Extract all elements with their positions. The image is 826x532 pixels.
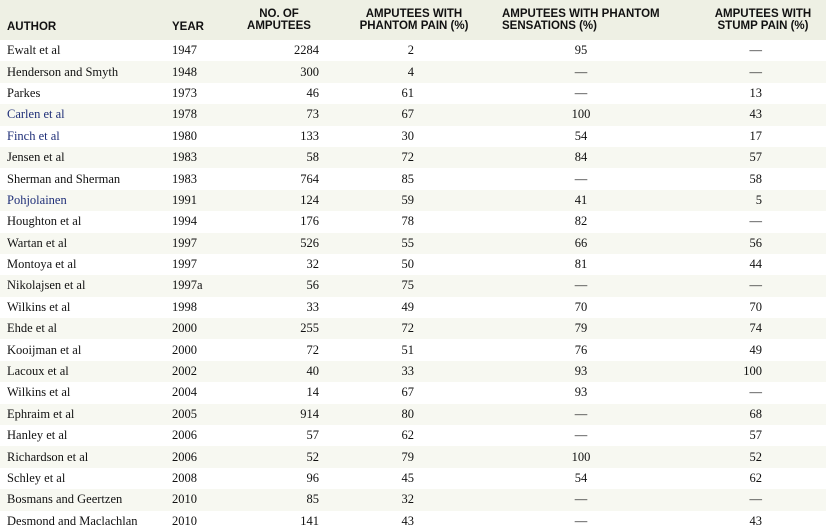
cell-year: 2002: [172, 364, 197, 379]
cell-phantom-sensations: 79: [574, 321, 588, 336]
cell-stump-pain: 74: [749, 321, 762, 336]
cell-phantom-pain: 80: [401, 406, 414, 421]
cell-author: Henderson and Smyth: [7, 64, 119, 79]
table-row: [0, 489, 826, 510]
cell-author: Ephraim et al: [7, 406, 75, 421]
table-row: [0, 211, 826, 232]
author-link[interactable]: Finch et al: [7, 128, 60, 143]
header-amputees-line1: NO. OF: [259, 8, 299, 20]
cell-amputees: 72: [306, 342, 319, 357]
header-author: AUTHOR: [7, 21, 57, 33]
cell-amputees: 73: [306, 107, 319, 122]
cell-stump-pain: 49: [749, 342, 762, 357]
cell-stump-pain: 68: [749, 406, 762, 421]
cell-author: Jensen et al: [7, 150, 65, 165]
cell-amputees: 40: [306, 364, 319, 379]
header-phantom-pain-line2: PHANTOM PAIN (%): [359, 20, 469, 32]
cell-phantom-pain: 30: [401, 128, 414, 143]
header-stump-pain: [700, 0, 826, 40]
cell-author: Lacoux et al: [7, 364, 69, 379]
cell-phantom-pain: 75: [401, 278, 414, 293]
table-row: [0, 382, 826, 403]
cell-phantom-sensations: —: [574, 406, 588, 421]
table-row: [0, 404, 826, 425]
cell-year: 2010: [172, 513, 197, 528]
cell-year: 1997: [172, 257, 197, 272]
cell-author: Nikolajsen et al: [7, 278, 86, 293]
cell-phantom-pain: 67: [401, 107, 414, 122]
table-row: [0, 339, 826, 360]
cell-stump-pain: 5: [755, 192, 762, 207]
cell-author: Richardson et al: [7, 449, 89, 464]
cell-author: Ewalt et al: [7, 43, 61, 58]
cell-phantom-pain: 50: [401, 257, 414, 272]
cell-amputees: 764: [300, 171, 319, 186]
cell-stump-pain: —: [749, 385, 762, 400]
table-header-row: [0, 0, 826, 40]
cell-amputees: 300: [300, 64, 319, 79]
cell-phantom-sensations: —: [574, 428, 588, 443]
cell-phantom-pain: 78: [401, 214, 414, 229]
cell-phantom-sensations: —: [574, 492, 588, 507]
cell-stump-pain: —: [749, 214, 762, 229]
cell-amputees: 526: [300, 235, 319, 250]
cell-stump-pain: 100: [743, 364, 762, 379]
header-phantom-sensations-line2: SENSATIONS (%): [502, 20, 597, 32]
cell-phantom-sensations: 54: [574, 471, 588, 485]
cell-stump-pain: —: [749, 278, 762, 293]
cell-stump-pain: —: [749, 43, 762, 58]
cell-phantom-sensations: —: [574, 64, 588, 79]
cell-phantom-pain: 45: [401, 471, 414, 485]
cell-author: Bosmans and Geertzen: [7, 492, 123, 507]
cell-stump-pain: —: [749, 64, 762, 79]
author-link[interactable]: Carlen et al: [7, 107, 65, 122]
cell-phantom-sensations: 76: [574, 342, 588, 357]
cell-phantom-pain: 72: [401, 150, 414, 165]
cell-amputees: 124: [300, 192, 319, 207]
table-row: [0, 104, 826, 125]
cell-author: Montoya et al: [7, 257, 77, 272]
cell-amputees: 56: [306, 278, 319, 293]
cell-amputees: 58: [306, 150, 319, 165]
cell-amputees: 52: [306, 449, 319, 464]
cell-phantom-sensations: 82: [574, 214, 588, 229]
table-row: [0, 254, 826, 275]
cell-author: Kooijman et al: [7, 342, 82, 357]
cell-year: 1983: [172, 171, 197, 186]
table-row: [0, 147, 826, 168]
cell-phantom-pain: 62: [401, 428, 414, 443]
cell-year: 1991: [172, 192, 197, 207]
cell-amputees: 32: [306, 257, 319, 272]
cell-phantom-sensations: —: [574, 513, 588, 528]
cell-year: 1997: [172, 235, 197, 250]
table-row: [0, 61, 826, 82]
header-amputees-line2: AMPUTEES: [247, 20, 311, 32]
cell-year: 2006: [172, 449, 197, 464]
author-link[interactable]: Pohjolainen: [7, 192, 67, 207]
cell-phantom-sensations: 66: [574, 235, 588, 250]
cell-phantom-pain: 59: [401, 192, 414, 207]
table-row: [0, 446, 826, 467]
cell-phantom-pain: 55: [401, 235, 414, 250]
header-phantom-pain: [326, 0, 502, 40]
cell-amputees: 57: [306, 428, 319, 443]
cell-phantom-pain: 72: [401, 321, 414, 336]
table-row: [0, 40, 826, 61]
cell-amputees: 255: [300, 321, 319, 336]
cell-phantom-sensations: —: [574, 85, 588, 100]
cell-stump-pain: 70: [749, 299, 762, 314]
cell-author: Desmond and Maclachlan: [7, 513, 138, 528]
table-row: [0, 425, 826, 446]
table-row: [0, 275, 826, 296]
cell-phantom-sensations: —: [574, 171, 588, 186]
cell-author: Wilkins et al: [7, 385, 71, 400]
cell-year: 1994: [172, 214, 197, 229]
cell-author: Hanley et al: [7, 428, 68, 443]
cell-year: 2000: [172, 342, 197, 357]
cell-stump-pain: 56: [749, 235, 762, 250]
cell-stump-pain: 57: [749, 428, 762, 443]
header-stump-pain-line1: AMPUTEES WITH: [714, 8, 812, 20]
table-row: [0, 297, 826, 318]
cell-phantom-sensations: 84: [574, 150, 588, 165]
cell-year: 1973: [172, 85, 197, 100]
header-phantom-pain-line1: AMPUTEES WITH: [365, 8, 463, 20]
cell-amputees: 2284: [294, 43, 319, 58]
cell-amputees: 133: [300, 128, 319, 143]
cell-phantom-sensations: 70: [574, 299, 588, 314]
cell-amputees: 176: [300, 214, 319, 229]
cell-stump-pain: 13: [749, 85, 762, 100]
cell-year: 2008: [172, 471, 197, 485]
cell-author: Houghton et al: [7, 214, 82, 229]
cell-stump-pain: 57: [749, 150, 762, 165]
table-row: [0, 126, 826, 147]
cell-year: 1980: [172, 128, 197, 143]
cell-phantom-sensations: 93: [574, 364, 588, 379]
cell-year: 2005: [172, 406, 197, 421]
cell-amputees: 33: [306, 299, 319, 314]
cell-phantom-sensations: —: [574, 278, 588, 293]
cell-phantom-sensations: 100: [571, 107, 591, 122]
cell-year: 1947: [172, 43, 197, 58]
cell-author: Wartan et al: [7, 235, 68, 250]
cell-year: 1983: [172, 150, 197, 165]
cell-phantom-sensations: 41: [574, 192, 588, 207]
header-stump-pain-line2: STUMP PAIN (%): [717, 20, 809, 32]
cell-phantom-sensations: 95: [574, 43, 588, 58]
cell-stump-pain: 52: [749, 449, 762, 464]
table-row: [0, 511, 826, 532]
cell-year: 1997a: [172, 278, 203, 293]
cell-amputees: 14: [306, 385, 319, 400]
header-year: YEAR: [172, 21, 204, 33]
cell-phantom-pain: 79: [401, 449, 414, 464]
cell-author: Sherman and Sherman: [7, 171, 121, 186]
header-amputees: [232, 0, 326, 40]
table-row: [0, 468, 826, 489]
cell-phantom-sensations: 54: [574, 128, 588, 143]
table-row: [0, 168, 826, 189]
cell-stump-pain: 43: [749, 513, 762, 528]
cell-year: 1978: [172, 107, 197, 122]
cell-stump-pain: 44: [749, 257, 762, 272]
cell-phantom-sensations: 93: [574, 385, 588, 400]
cell-phantom-pain: 33: [401, 364, 414, 379]
table-row: [0, 233, 826, 254]
cell-stump-pain: 62: [749, 471, 762, 485]
table-row: [0, 83, 826, 104]
cell-year: 2006: [172, 428, 197, 443]
cell-phantom-pain: 61: [401, 85, 414, 100]
cell-year: 1948: [172, 64, 197, 79]
cell-phantom-pain: 32: [401, 492, 414, 507]
header-phantom-sensations-line1: AMPUTEES WITH PHANTOM: [502, 8, 660, 20]
cell-phantom-pain: 49: [401, 299, 414, 314]
cell-author: Ehde et al: [7, 321, 57, 336]
cell-amputees: 914: [300, 406, 319, 421]
cell-amputees: 46: [306, 85, 319, 100]
cell-author: Wilkins et al: [7, 299, 71, 314]
cell-phantom-sensations: 100: [571, 449, 591, 464]
cell-amputees: 96: [306, 471, 319, 485]
table-row: [0, 318, 826, 339]
cell-year: 1998: [172, 299, 197, 314]
cell-author: Parkes: [7, 85, 41, 100]
header-phantom-sensations: [502, 0, 700, 40]
cell-stump-pain: 43: [749, 107, 762, 122]
cell-phantom-pain: 2: [407, 43, 414, 58]
cell-stump-pain: 58: [749, 171, 762, 186]
cell-phantom-pain: 85: [401, 171, 414, 186]
cell-author: Schley et al: [7, 471, 66, 485]
cell-phantom-pain: 4: [407, 64, 414, 79]
cell-phantom-pain: 43: [401, 513, 414, 528]
cell-year: 2004: [172, 385, 197, 400]
cell-phantom-pain: 51: [401, 342, 414, 357]
cell-stump-pain: 17: [749, 128, 762, 143]
table-body: [0, 40, 826, 532]
cell-amputees: 85: [306, 492, 319, 507]
cell-year: 2010: [172, 492, 197, 507]
cell-phantom-pain: 67: [401, 385, 414, 400]
cell-stump-pain: —: [749, 492, 762, 507]
cell-phantom-sensations: 81: [574, 257, 588, 272]
table-row: [0, 361, 826, 382]
table-row: [0, 190, 826, 211]
cell-amputees: 141: [300, 513, 319, 528]
cell-year: 2000: [172, 321, 197, 336]
